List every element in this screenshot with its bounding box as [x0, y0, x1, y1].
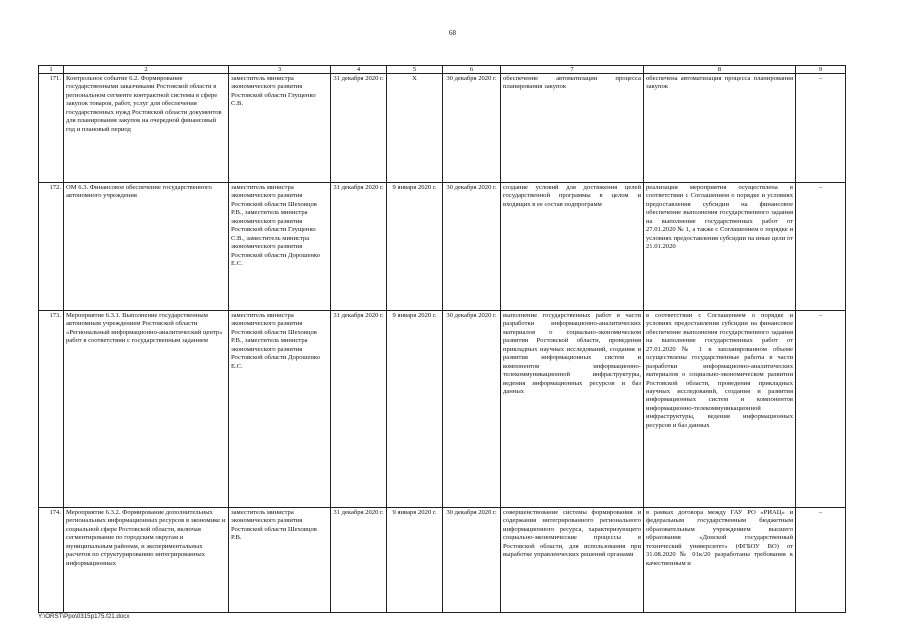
table-row — [39, 74, 846, 183]
table-row — [39, 183, 846, 311]
plan-start-date: 31 декабря 2020 г. — [331, 74, 387, 183]
event-name: Мероприятие 6.3.2. Формирование дополнительных региональных информационных ресурсов в экономике и социальной сфере Ростовской области, включая сегментирование по городским округам и муниципальным районам, и экспериментальных расчетов по структурированию интегрированных информационных — [64, 508, 229, 613]
plan-end-date: 30 декабря 2020 г. — [443, 74, 501, 183]
file-path-footer: Y:\ORST\Ppo\0315p175.f21.docx — [38, 613, 130, 620]
responsible: заместитель министра экономического развития Ростовской области Шеховцов Р.В., заместитель министра экономического развития Ростовской области Глущенко С.В., заместитель министра экономического развития Ростовской области Дорошенко Е.С. — [229, 183, 331, 311]
note: – — [796, 74, 846, 183]
page-number: 68 — [449, 29, 456, 37]
fact-start-date: X — [387, 74, 443, 183]
header-cell: 4 — [331, 66, 387, 74]
row-number: 171. — [39, 74, 64, 183]
report-table — [38, 65, 846, 613]
note: – — [796, 311, 846, 508]
fact-start-date: 9 января 2020 г. — [387, 311, 443, 508]
actual-result: реализация мероприятия осуществлена в соответствии с Соглашением о порядке и условиях предоставления субсидии на финансовое обеспечение выполнения государственного задания на выполнение государственных работ от 27.01.2020 № 1, а также с Соглашением о порядке и условиях предоставления субсидии на иные цели от 21.01.2020 — [644, 183, 796, 311]
table-row — [39, 311, 846, 508]
header-row — [39, 66, 846, 74]
note: – — [796, 183, 846, 311]
responsible: заместитель министра экономического развития Ростовской области Шеховцов Р.В., заместитель министра экономического развития Ростовской области Дорошенко Е.С. — [229, 311, 331, 508]
event-name: Мероприятие 6.3.1. Выполнение государственным автономным учреждением Ростовской области «Региональный информационно-аналитический центр» работ в соответствии с государственным заданием — [64, 311, 229, 508]
header-cell: 6 — [443, 66, 501, 74]
header-cell: 3 — [229, 66, 331, 74]
header-cell: 8 — [644, 66, 796, 74]
plan-end-date: 30 декабря 2020 г. — [443, 183, 501, 311]
header-cell: 9 — [796, 66, 846, 74]
planned-result: выполнение государственных работ в части разработки информационно-аналитических материалов о социально-экономическом развитии Ростовской области, проведения прикладных научных исследований, создания и развития информационных систем и компонентов информационно-телекоммуникационной инфраструктуры, ведения информационных ресурсов и баз данных — [501, 311, 644, 508]
actual-result: в соответствии с Соглашением о порядке и условиях предоставления субсидии на финансовое обеспечение выполнения государственного задания на выполнение государственных работ от 27.01.2020 № 1 в запланированном объеме осуществлены государственные работы в части разработки информационно-аналитических материалов о социально-экономическом развитии Ростовской области, проведения прикладных научных исследований, создания и развития информационных систем и компонентов информационно-телекоммуникационной инфраструктуры, ведения информационных ресурсов и баз данных — [644, 311, 796, 508]
fact-start-date: 9 января 2020 г. — [387, 508, 443, 613]
row-number: 172. — [39, 183, 64, 311]
responsible: заместитель министра экономического развития Ростовской области Шеховцов Р.В. — [229, 508, 331, 613]
plan-end-date: 30 декабря 2020 г. — [443, 508, 501, 613]
plan-end-date: 30 декабря 2020 г. — [443, 311, 501, 508]
header-cell: 2 — [64, 66, 229, 74]
table-row — [39, 508, 846, 613]
row-number: 174. — [39, 508, 64, 613]
plan-start-date: 31 декабря 2020 г. — [331, 508, 387, 613]
event-name: Контрольное событие 6.2. Формирование государственными заказчиками Ростовской области в региональном сегменте контрактной системы в сфере закупок товаров, работ, услуг для обеспечения государственных нужд Ростовской области документов для планирования закупок на очередной финансовый год и плановый период — [64, 74, 229, 183]
plan-start-date: 31 декабря 2020 г. — [331, 183, 387, 311]
planned-result: обеспечение автоматизации процесса планирования закупок — [501, 74, 644, 183]
event-name: ОМ 6.3. Финансовое обеспечение государственного автономного учреждения — [64, 183, 229, 311]
plan-start-date: 31 декабря 2020 г. — [331, 311, 387, 508]
fact-start-date: 9 января 2020 г. — [387, 183, 443, 311]
header-cell: 7 — [501, 66, 644, 74]
header-cell: 5 — [387, 66, 443, 74]
responsible: заместитель министра экономического развития Ростовской области Глущенко С.В. — [229, 74, 331, 183]
actual-result: обеспечена автоматизация процесса планирования закупок — [644, 74, 796, 183]
note: – — [796, 508, 846, 613]
planned-result: создание условий для достижения целей государственной программы в целом и входящих в ее состав подпрограмм — [501, 183, 644, 311]
header-cell: 1 — [39, 66, 64, 74]
actual-result: в рамках договора между ГАУ РО «РИАЦ» и федеральным государственным бюджетным образовательным учреждением высшего образования «Донской государственный технический университет» (ФГБОУ ВО) от 31.08.2020 № 01к/20 разработаны требования к качественным и — [644, 508, 796, 613]
row-number: 173. — [39, 311, 64, 508]
planned-result: совершенствование системы формирования и содержания интегрированного регионального информационного ресурса, характеризующего социально-экономические процессы в Ростовской области, для использования при выработке управленческих решений органами — [501, 508, 644, 613]
